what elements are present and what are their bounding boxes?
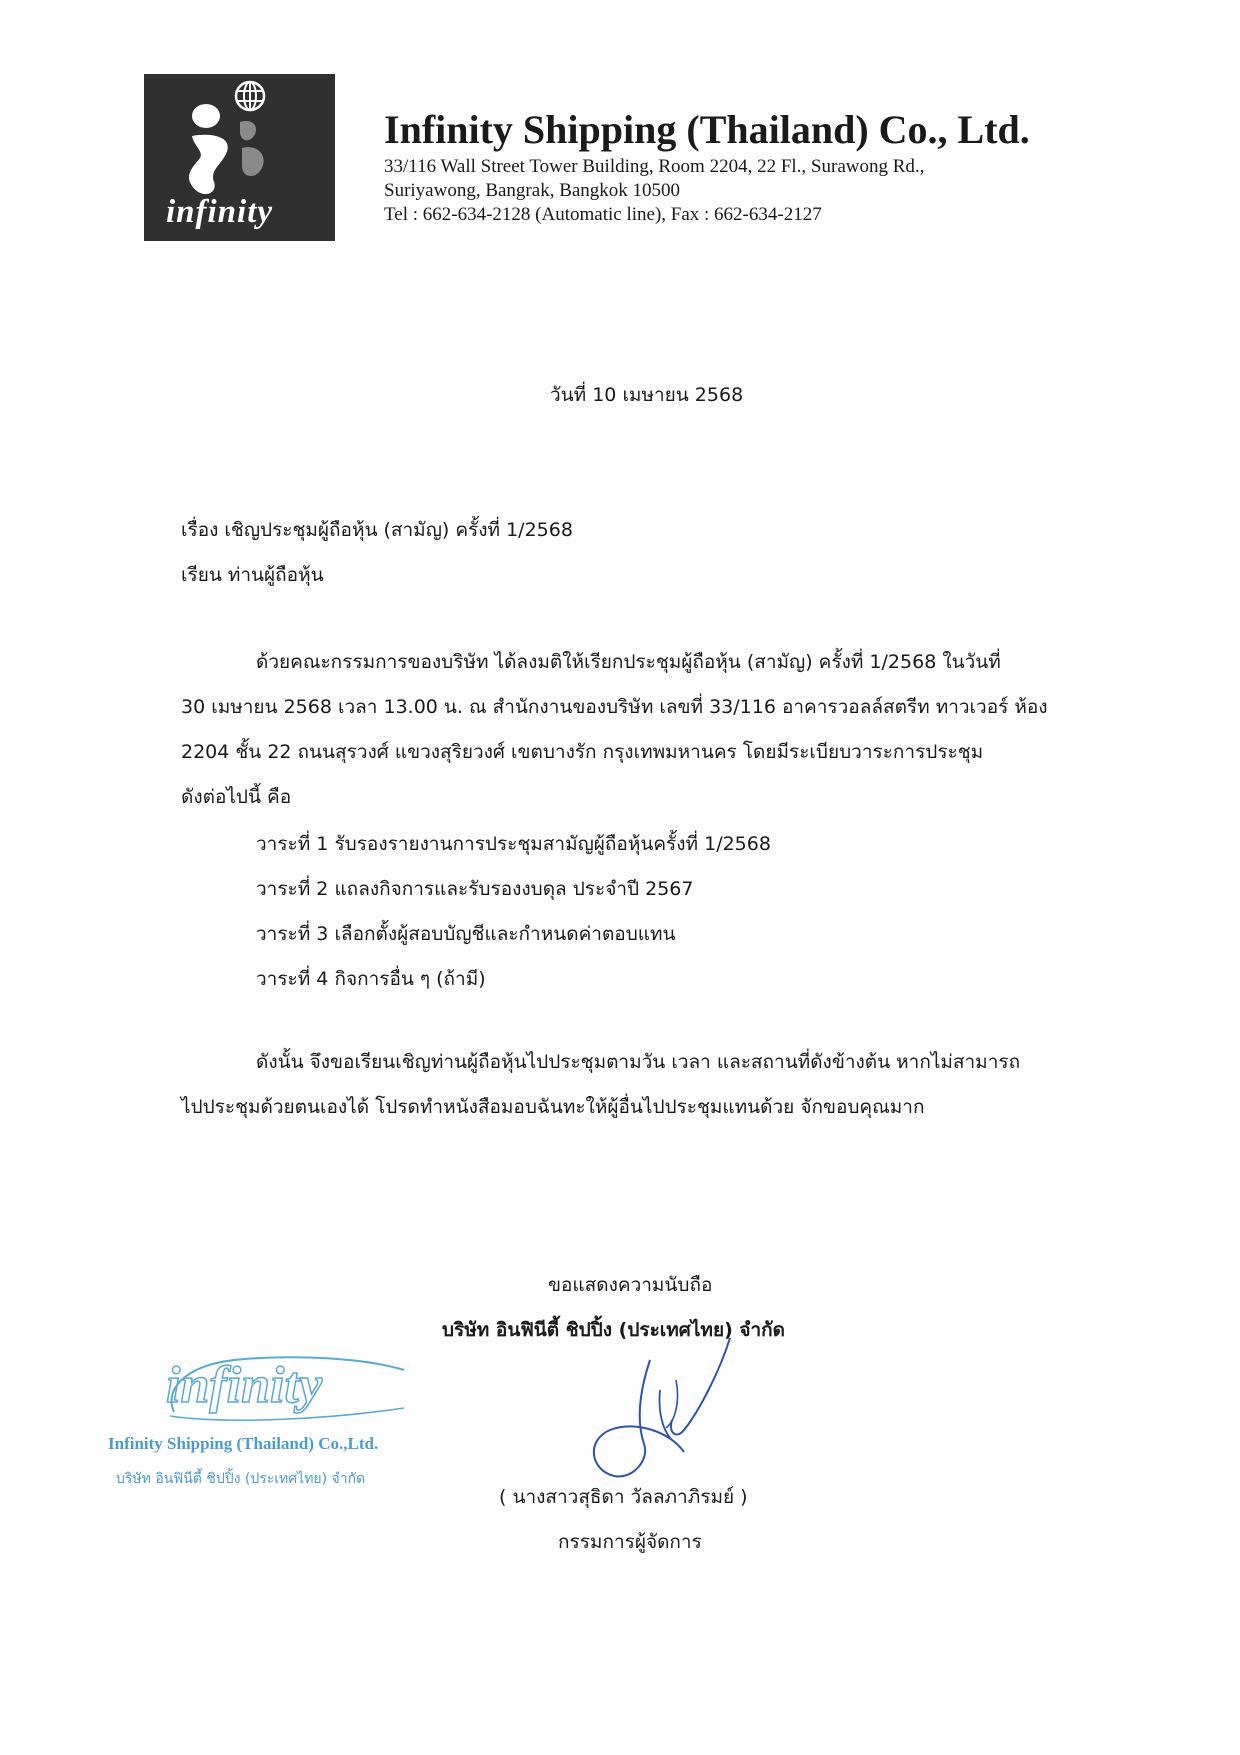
address-line-1: 33/116 Wall Street Tower Building, Room 2204, 22 Fl., Surawong Rd., bbox=[384, 156, 925, 177]
stamp-english-name: Infinity Shipping (Thailand) Co.,Ltd. bbox=[108, 1434, 379, 1453]
letter-recipient: เรียน ท่านผู้ถือหุ้น bbox=[181, 564, 324, 586]
agenda-list bbox=[256, 822, 771, 1002]
contact-line: Tel : 662-634-2128 (Automatic line), Fax : 662-634-2127 bbox=[384, 204, 822, 225]
letter-date: วันที่ 10 เมษายน 2568 bbox=[550, 384, 744, 406]
body-line: 2204 ชั้น 22 ถนนสุรวงศ์ แขวงสุริยวงศ์ เขตบางรัก กรุงเทพมหานคร โดยมีระเบียบวาระการประชุม bbox=[181, 741, 984, 763]
stamp-logo-text: infinity bbox=[166, 1357, 323, 1414]
company-logo bbox=[144, 74, 335, 241]
company-stamp bbox=[104, 1350, 434, 1510]
body-line: ด้วยคณะกรรมการของบริษัท ได้ลงมติให้เรียกประชุมผู้ถือหุ้น (สามัญ) ครั้งที่ 1/2568 ในวันที่ bbox=[256, 651, 1001, 673]
closing-phrase: ขอแสดงความนับถือ bbox=[548, 1274, 713, 1296]
agenda-item: วาระที่ 1 รับรองรายงานการประชุมสามัญผู้ถือหุ้นครั้งที่ 1/2568 bbox=[256, 833, 771, 855]
handwritten-signature bbox=[580, 1320, 750, 1500]
company-name-thai: บริษัท อินฟินีตี้ ชิปปิ้ง (ประเทศไทย) จำกัด bbox=[442, 1319, 786, 1341]
body-line: 30 เมษายน 2568 เวลา 13.00 น. ณ สำนักงานของบริษัท เลขที่ 33/116 อาคารวอลล์สตรีท ทาวเวอร์ ห้อง bbox=[181, 696, 1048, 718]
letterhead bbox=[384, 105, 1184, 227]
stamp-thai-name: บริษัท อินฟินีตี้ ชิปปิ้ง (ประเทศไทย) จำกัด bbox=[116, 1471, 366, 1487]
agenda-item: วาระที่ 4 กิจการอื่น ๆ (ถ้ามี) bbox=[256, 968, 486, 990]
address-line-2: Suriyawong, Bangrak, Bangkok 10500 bbox=[384, 180, 681, 201]
body-line: ดังนั้น จึงขอเรียนเชิญท่านผู้ถือหุ้นไปประชุมตามวัน เวลา และสถานที่ดังข้างต้น หากไม่สามารถ bbox=[256, 1051, 1021, 1073]
body-line: ไปประชุมด้วยตนเองได้ โปรดทำหนังสือมอบฉันทะให้ผู้อื่นไปประชุมแทนด้วย จักขอบคุณมาก bbox=[181, 1096, 925, 1118]
company-name: Infinity Shipping (Thailand) Co., Ltd. bbox=[384, 107, 1030, 152]
letter-subject: เรื่อง เชิญประชุมผู้ถือหุ้น (สามัญ) ครั้งที่ 1/2568 bbox=[181, 519, 573, 541]
agenda-item: วาระที่ 2 แถลงกิจการและรับรองงบดุล ประจำปี 2567 bbox=[256, 878, 694, 900]
agenda-item: วาระที่ 3 เลือกตั้งผู้สอบบัญชีและกำหนดค่าตอบแทน bbox=[256, 923, 676, 945]
signer-name: ( นางสาวสุธิดา วัลลภาภิรมย์ ) bbox=[499, 1486, 748, 1508]
body-line: ดังต่อไปนี้ คือ bbox=[181, 786, 292, 808]
logo-wordmark: infinity bbox=[166, 194, 274, 230]
signer-title: กรรมการผู้จัดการ bbox=[558, 1531, 702, 1553]
